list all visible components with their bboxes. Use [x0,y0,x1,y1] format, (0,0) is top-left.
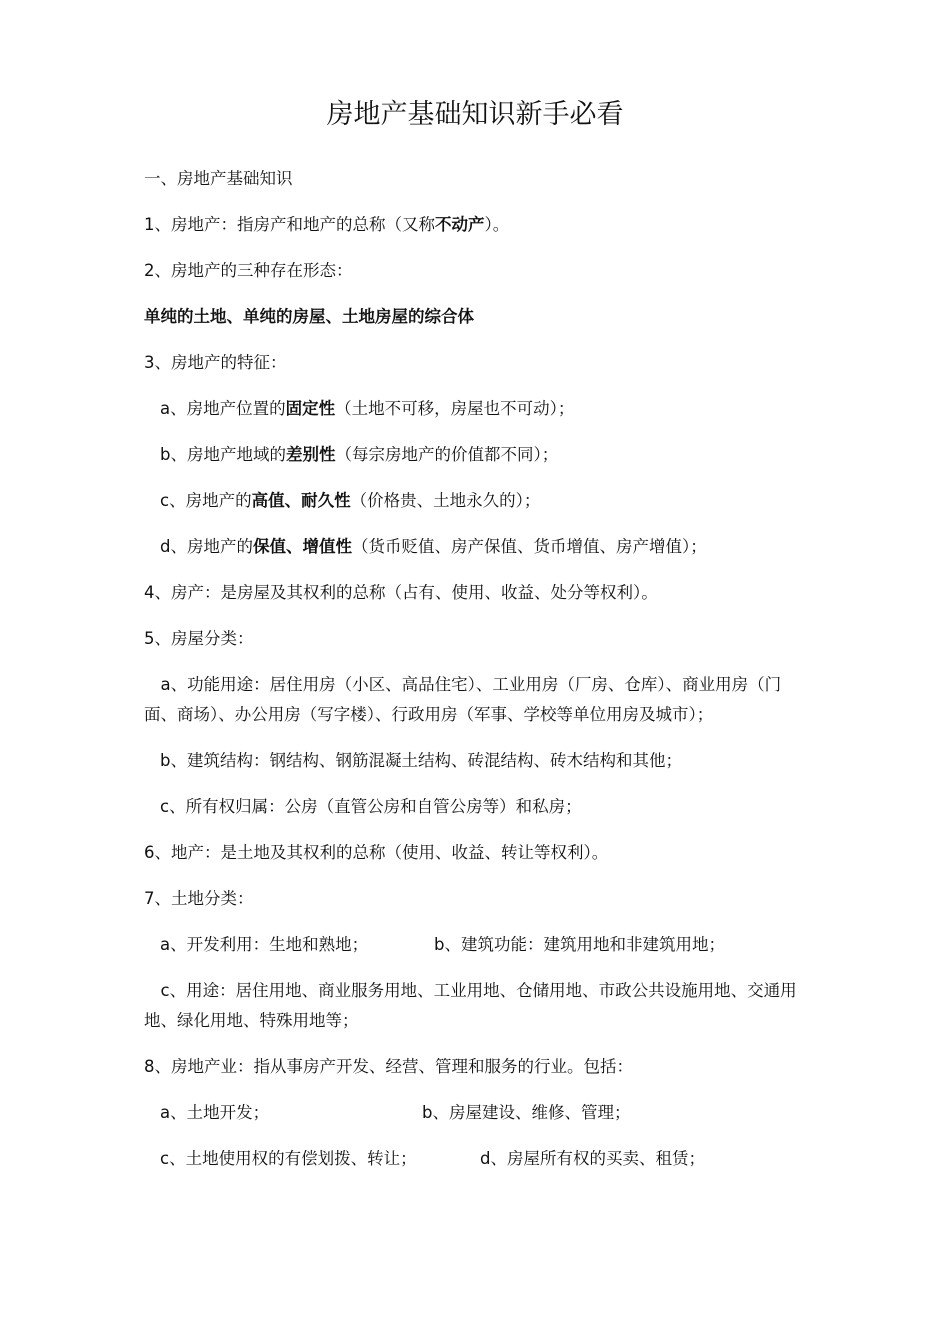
paragraph-8c: c、土地使用权的有偿划拨、转让； [160,1149,417,1168]
paragraph-3d: d、房地产的保值、增值性（货币贬值、房产保值、货币增值、房产增值）； [160,537,707,556]
section-heading: 一、房地产基础知识 [144,169,293,188]
paragraph-8b: b、房屋建设、维修、管理； [422,1103,631,1122]
paragraph-3: 3、房地产的特征： [144,353,287,372]
paragraph-5b: b、建筑结构：钢结构、钢筋混凝土结构、砖混结构、砖木结构和其他； [160,751,682,770]
paragraph-2-bold: 单纯的土地、单纯的房屋、土地房屋的综合体 [144,307,474,326]
paragraph-6: 6、地产：是土地及其权利的总称（使用、收益、转让等权利）。 [144,843,609,862]
paragraph-1: 1、房地产：指房产和地产的总称（又称不动产）。 [144,215,510,234]
paragraph-8d: d、房屋所有权的买卖、租赁； [480,1149,705,1168]
paragraph-3b: b、房地产地域的差别性（每宗房地产的价值都不同）； [160,445,559,464]
paragraph-3a: a、房地产位置的固定性（土地不可移，房屋也不可动）； [160,399,575,418]
paragraph-5: 5、房屋分类： [144,629,254,648]
paragraph-3c: c、房地产的高值、耐久性（价格贵、土地永久的）； [160,491,541,510]
paragraph-7c: c、用途：居住用地、商业服务用地、工业用地、仓储用地、市政公共设施用地、交通用地、绿化用地、特殊用地等； [144,981,797,1030]
paragraph-2: 2、房地产的三种存在形态： [144,261,353,280]
paragraph-8: 8、房地产业：指从事房产开发、经营、管理和服务的行业。包括： [144,1057,633,1076]
paragraph-8a: a、土地开发； [160,1103,270,1122]
paragraph-5c: c、所有权归属：公房（直管公房和自管公房等）和私房； [160,797,582,816]
paragraph-5a: a、功能用途：居住用房（小区、高品住宅）、工业用房（厂房、仓库）、商业用房（门面、商场）、办公用房（写字楼）、行政用房（军事、学校等单位用房及城市）； [144,675,782,724]
paragraph-4: 4、房产：是房屋及其权利的总称（占有、使用、收益、处分等权利）。 [144,583,658,602]
paragraph-7b: b、建筑功能：建筑用地和非建筑用地； [434,935,725,954]
paragraph-7: 7、土地分类： [144,889,254,908]
document-title: 房地产基础知识新手必看 [326,99,624,130]
paragraph-7a: a、开发利用：生地和熟地； [160,935,369,954]
